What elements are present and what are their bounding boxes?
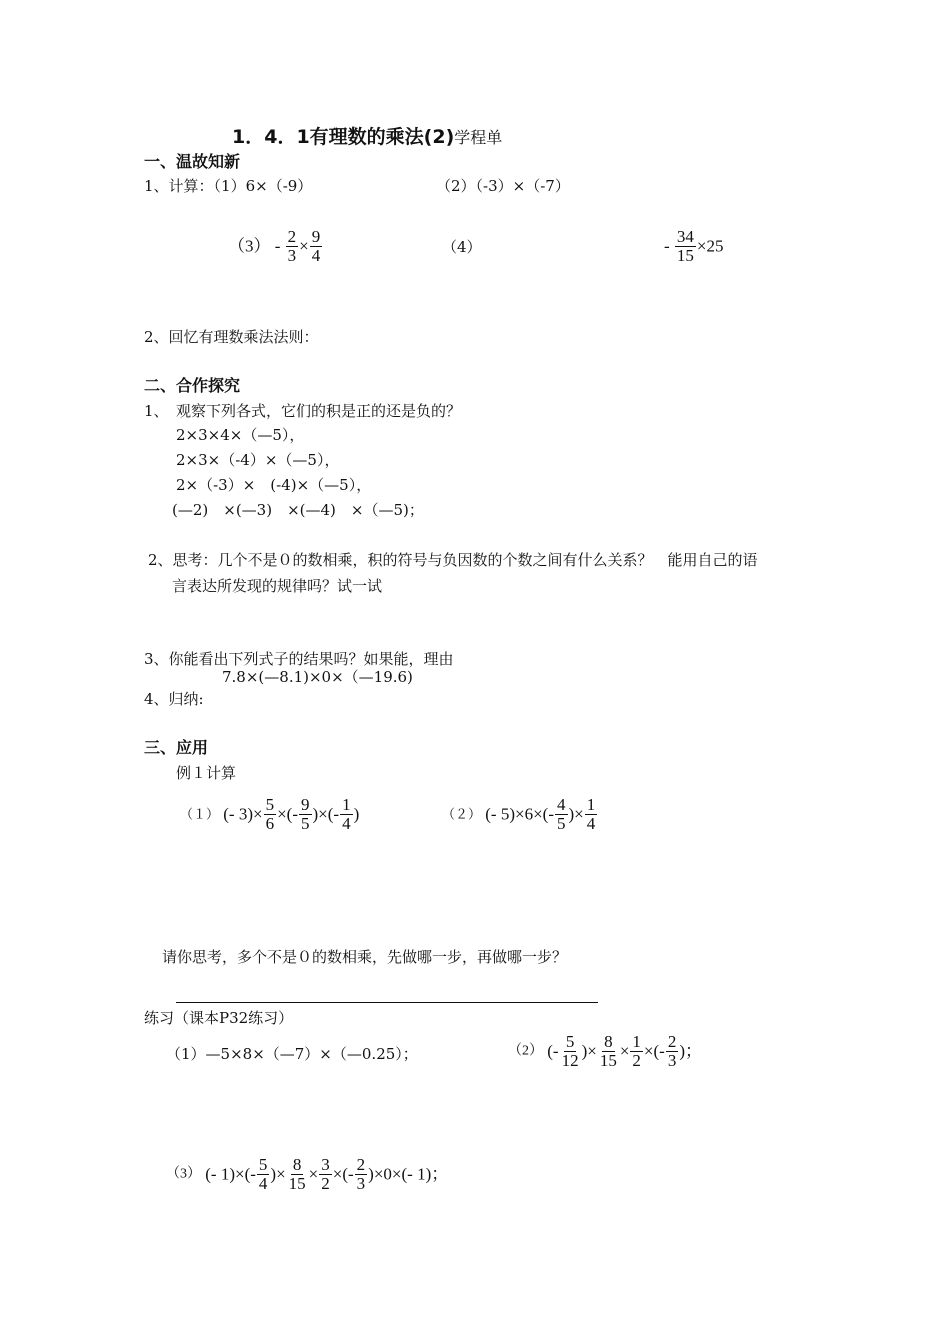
p2-part-a: (- — [547, 1041, 559, 1061]
ex2-part-a: (- 5)×6×(- — [485, 804, 554, 824]
s2-expr-3: 2×（-3）× (-4)×（—5）， — [176, 476, 372, 494]
s1-q2: 2、回忆有理数乘法法则： — [144, 328, 319, 346]
p3-op: × — [299, 236, 309, 256]
p3x-part-b: )× — [270, 1164, 286, 1184]
p3x-fraction-4: $\frac{2}{3}$ — [356, 1155, 366, 1193]
s1-q1-p4 — [664, 228, 724, 265]
practice-label: 练习（课本P32练习） — [144, 1009, 294, 1027]
s2-q4: 4、归纳: — [144, 690, 204, 708]
page-title — [232, 127, 502, 148]
s1-q1-p4-label: （4） — [442, 238, 482, 256]
ex2-part-b: )× — [568, 804, 584, 824]
s2-expr-1: 2×3×4×（—5）， — [176, 426, 305, 444]
s2-q2-line1: 2、思考：几个不是０的数相乘，积的符号与负因数的个数之间有什么关系？ 能用自己的语 — [148, 551, 758, 569]
practice-3 — [166, 1156, 448, 1193]
ex1-fraction-1: $\frac{5}{6}$ — [265, 795, 275, 833]
p3-fraction-2: $\frac{9}{4}$ — [311, 227, 321, 265]
s2-expr-2: 2×3×（-4）×（—5）， — [176, 451, 340, 469]
p4-tail: ×25 — [696, 236, 724, 256]
section3-heading: 三、应用 — [144, 738, 209, 757]
p3x-part-d: ×(- — [332, 1164, 354, 1184]
ex2-fraction-2: $\frac{1}{4}$ — [586, 795, 596, 833]
p2-fraction-4: $\frac{2}{3}$ — [667, 1032, 677, 1070]
p3x-part-c: × — [308, 1164, 319, 1184]
p3-sign: - — [274, 236, 281, 256]
p3-fraction-1: $\frac{2}{3}$ — [287, 227, 297, 265]
p2-part-d: ×(- — [643, 1041, 665, 1061]
ex1-part-b: ×(- — [277, 804, 299, 824]
p2-part-e: )； — [679, 1041, 703, 1061]
s2-expr-4: (—2) ×(—3) ×(—4) ×（—5)； — [172, 501, 424, 519]
s2-q2-line2: 言表达所发现的规律吗？试一试 — [172, 577, 383, 595]
ex2-fraction-1: $\frac{4}{5}$ — [557, 795, 566, 833]
p2-fraction-3: $\frac{1}{2}$ — [632, 1032, 641, 1070]
practice-1: （1）—5×8×（—7）×（—0.25）； — [166, 1045, 418, 1063]
p3x-fraction-2: $\frac{8}{15}$ — [288, 1155, 306, 1193]
s2-q3: 3、你能看出下列式子的结果吗？如果能，理由 — [144, 650, 454, 668]
p3x-label: （3） — [166, 1166, 201, 1182]
p2-part-b: )× — [581, 1041, 597, 1061]
p4-sign: - — [664, 236, 670, 256]
ex1-label: （１） — [180, 806, 220, 822]
s2-q3-expr: 7.8×(—8.1)×0×（—19.6) — [222, 668, 413, 686]
answer-line — [176, 1002, 598, 1003]
s1-q1-p2: （2）（-3）×（-7） — [436, 177, 570, 195]
title-sub: 学程单 — [454, 128, 503, 147]
p2-fraction-2: $\frac{8}{15}$ — [599, 1032, 617, 1070]
ex1-part-a: (- 3)× — [223, 804, 263, 824]
section1-heading: 一、温故知新 — [144, 152, 241, 171]
ex1-part-d: ) — [353, 804, 360, 824]
example-1 — [180, 796, 359, 833]
ex1-fraction-3: $\frac{1}{4}$ — [342, 795, 351, 833]
p3x-fraction-1: $\frac{5}{4}$ — [258, 1155, 268, 1193]
ex2-label: （２） — [442, 806, 482, 822]
practice-2 — [508, 1033, 702, 1070]
p3-label: （3） — [228, 236, 271, 256]
p2-label: （2） — [508, 1043, 543, 1059]
p2-part-c: × — [619, 1041, 630, 1061]
title-main: 1．4．1有理数的乘法(2) — [232, 126, 455, 148]
example-2 — [442, 796, 598, 833]
p4-fraction: $\frac{34}{15}$ — [676, 227, 694, 265]
think-question: 请你思考，多个不是０的数相乘，先做哪一步，再做哪一步？ — [162, 948, 568, 966]
s2-q1: 1、 观察下列各式，它们的积是正的还是负的？ — [144, 402, 462, 420]
example-label: 例１计算 — [176, 764, 237, 782]
s1-q1-p3 — [228, 228, 323, 265]
p3x-fraction-3: $\frac{3}{2}$ — [321, 1155, 330, 1193]
ex1-part-c: )×(- — [312, 804, 340, 824]
p2-fraction-1: $\frac{5}{12}$ — [561, 1032, 579, 1070]
ex1-fraction-2: $\frac{9}{5}$ — [301, 795, 310, 833]
p3x-part-e: )×0×(- 1)； — [368, 1164, 449, 1184]
section2-heading: 二、合作探究 — [144, 376, 241, 395]
p3x-part-a: (- 1)×(- — [205, 1164, 256, 1184]
s1-q1-label: 1、计算：（1）6×（-9） — [144, 177, 313, 195]
